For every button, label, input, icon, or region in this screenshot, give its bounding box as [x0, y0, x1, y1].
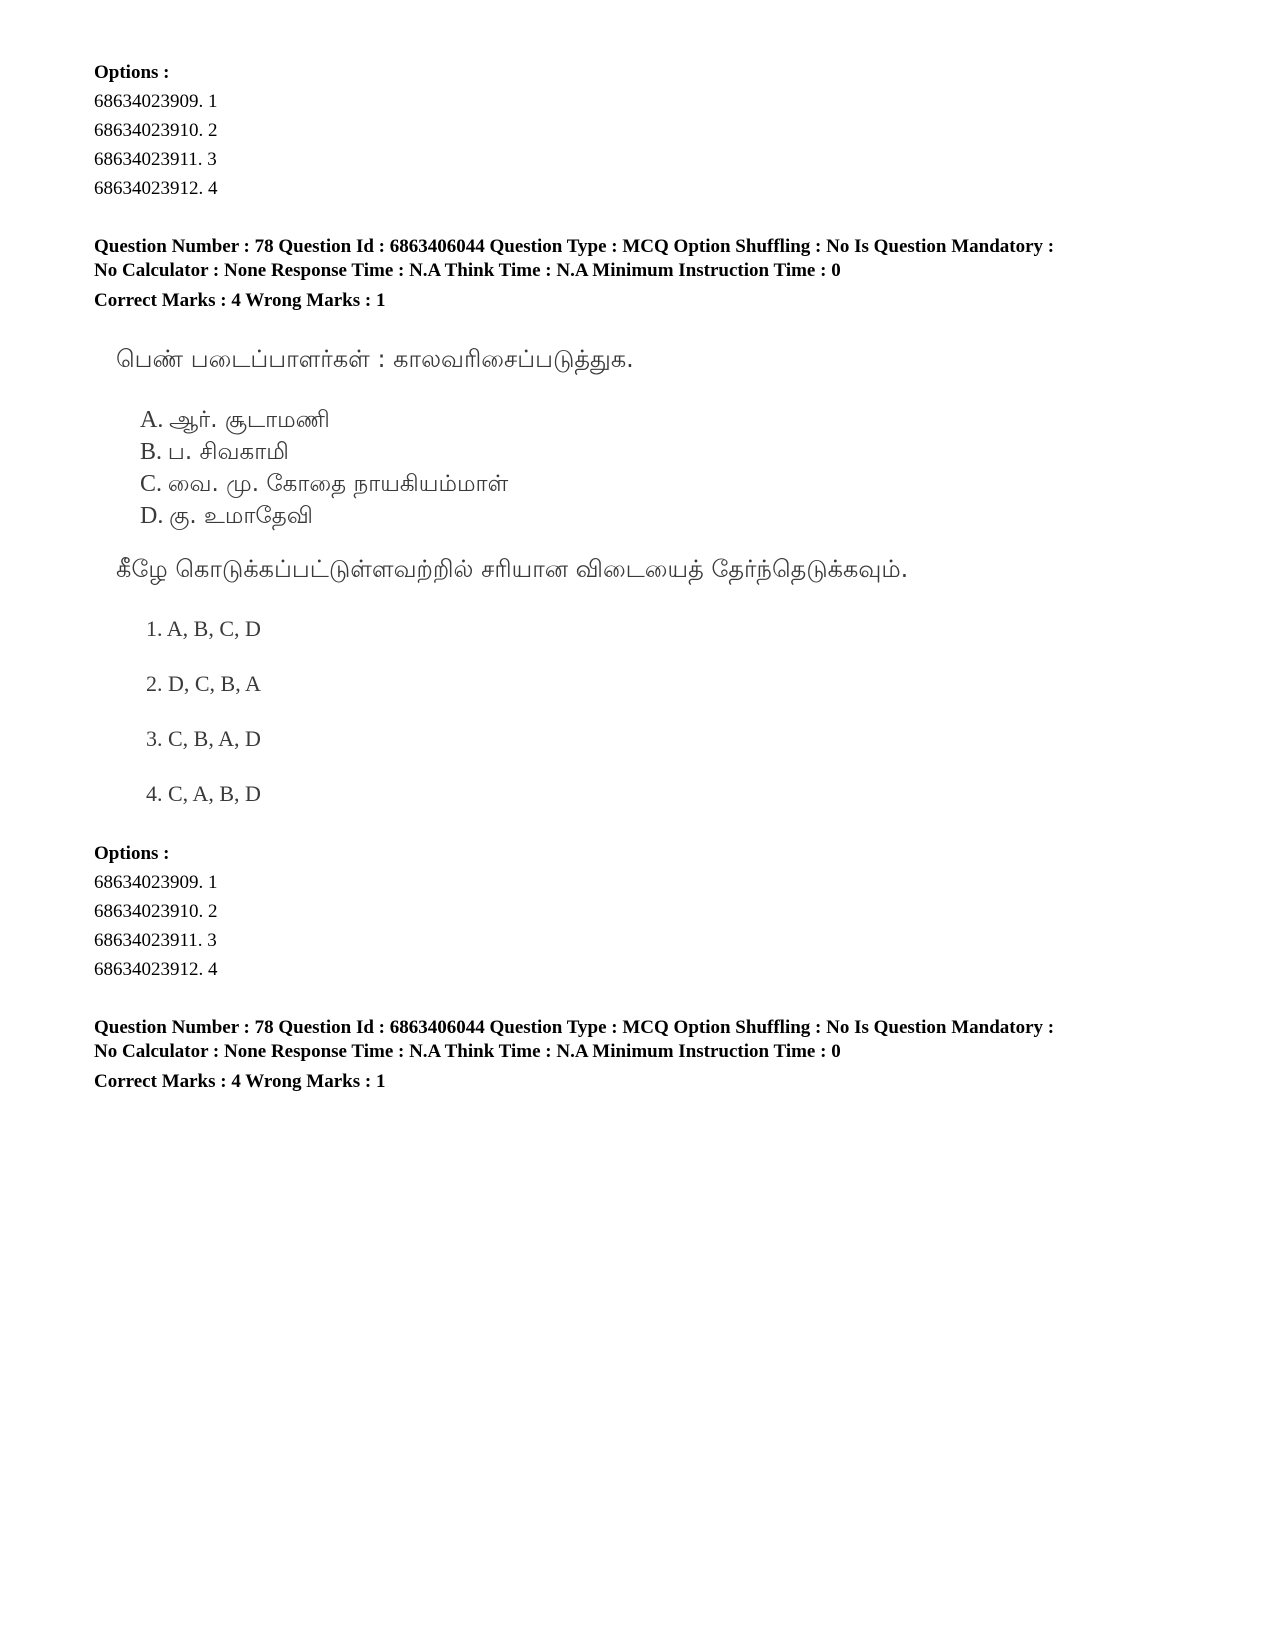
question-meta-line: No Calculator : None Response Time : N.A Think Time : N.A Minimum Instruction Time : 0	[94, 1041, 841, 1062]
question-item-label: C.	[140, 471, 163, 497]
options-heading: Options :	[94, 62, 170, 83]
option-line: 68634023909. 1	[94, 872, 218, 893]
question-meta-line: Question Number : 78 Question Id : 6863406044 Question Type : MCQ Option Shuffling : No Is Question Mandatory :	[94, 236, 1055, 257]
option-line: 68634023910. 2	[94, 120, 218, 141]
question-meta	[94, 235, 1194, 314]
option-line: 68634023911. 3	[94, 149, 217, 170]
question-item	[140, 404, 508, 436]
question-title: பெண் படைப்பாளர்கள் : காலவரிசைப்படுத்துக.	[116, 345, 634, 373]
option-line: 68634023910. 2	[94, 901, 218, 922]
question-meta-line: Question Number : 78 Question Id : 6863406044 Question Type : MCQ Option Shuffling : No Is Question Mandatory :	[94, 1017, 1055, 1038]
question-item	[140, 468, 508, 500]
question-instruction: கீழே கொடுக்கப்பட்டுள்ளவற்றில் சரியான விடையைத் தேர்ந்தெடுக்கவும்.	[116, 555, 909, 583]
question-item-label: B.	[140, 439, 163, 465]
question-item-text: கு. உமாதேவி	[169, 503, 313, 529]
question-item	[140, 500, 508, 532]
answer-choice: 2. D, C, B, A	[146, 671, 261, 696]
question-item-label: A.	[140, 407, 164, 433]
answer-choice: 1. A, B, C, D	[146, 616, 261, 641]
question-item-text: ப. சிவகாமி	[167, 439, 289, 465]
option-line: 68634023911. 3	[94, 930, 217, 951]
question-item	[140, 436, 508, 468]
question-marks: Correct Marks : 4 Wrong Marks : 1	[94, 290, 386, 311]
question-item-label: D.	[140, 503, 164, 529]
answer-choice: 3. C, B, A, D	[146, 726, 261, 751]
option-line: 68634023912. 4	[94, 959, 218, 980]
question-image	[116, 344, 1116, 814]
question-item-list	[140, 404, 508, 532]
question-meta	[94, 1016, 1194, 1095]
answer-choice-list	[146, 616, 261, 836]
question-meta-line: No Calculator : None Response Time : N.A Think Time : N.A Minimum Instruction Time : 0	[94, 260, 841, 281]
options-block	[94, 839, 1194, 984]
question-item-text: ஆர். சூடாமணி	[169, 407, 330, 433]
question-marks: Correct Marks : 4 Wrong Marks : 1	[94, 1071, 386, 1092]
options-block	[94, 58, 1194, 203]
option-line: 68634023909. 1	[94, 91, 218, 112]
option-line: 68634023912. 4	[94, 178, 218, 199]
answer-choice: 4. C, A, B, D	[146, 781, 261, 806]
options-heading: Options :	[94, 843, 170, 864]
question-item-text: வை. மு. கோதை நாயகியம்மாள்	[167, 471, 509, 497]
